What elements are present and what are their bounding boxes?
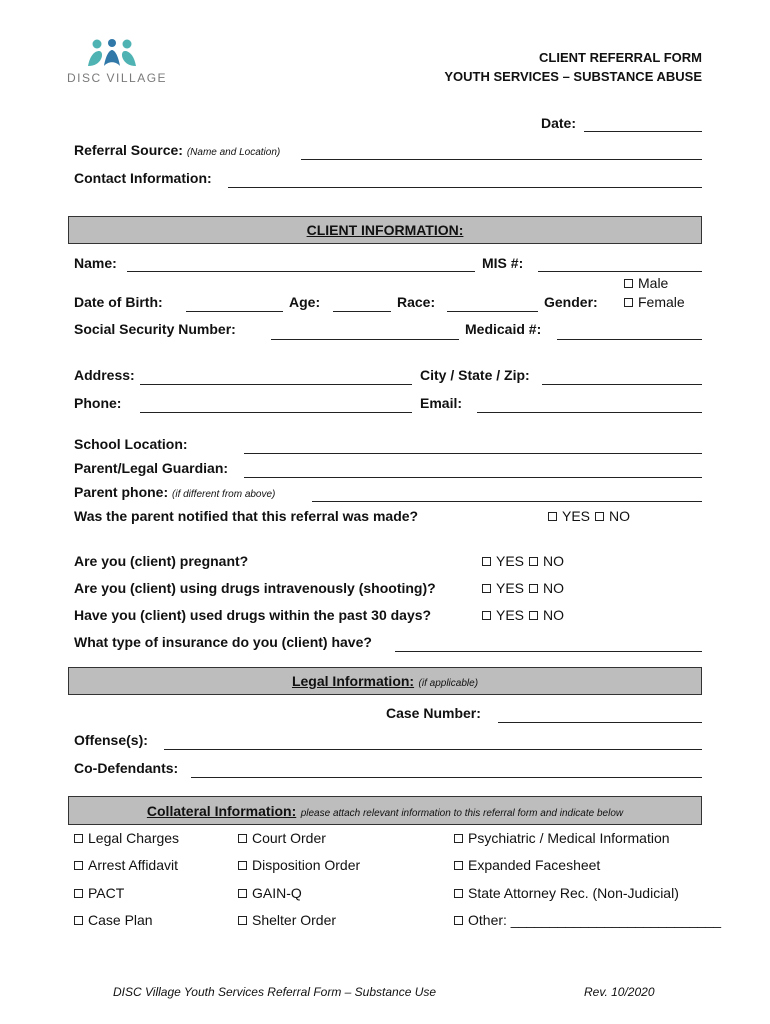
checkbox[interactable] — [454, 834, 463, 843]
pregnant-no[interactable]: NO — [529, 553, 564, 569]
guardian-field[interactable] — [244, 477, 702, 478]
collateral-gain-q[interactable]: GAIN-Q — [238, 885, 302, 901]
offenses-field[interactable] — [164, 749, 702, 750]
address-field[interactable] — [140, 384, 412, 385]
collateral-psychiatric-medical[interactable]: Psychiatric / Medical Information — [454, 830, 670, 846]
address-label: Address: — [74, 367, 135, 383]
referral-source-field[interactable] — [301, 159, 702, 160]
pregnant-yes[interactable]: YES — [482, 553, 524, 569]
phone-field[interactable] — [140, 412, 412, 413]
past-30-days-yes[interactable]: YES — [482, 607, 524, 623]
checkbox[interactable] — [454, 916, 463, 925]
footer-form-name: DISC Village Youth Services Referral Form – Substance Use — [113, 985, 437, 999]
checkbox[interactable] — [74, 861, 83, 870]
medicaid-field[interactable] — [557, 339, 702, 340]
iv-drug-question: Are you (client) using drugs intravenously (shooting)? — [74, 580, 436, 596]
checkbox[interactable] — [74, 889, 83, 898]
checkbox[interactable] — [529, 611, 538, 620]
checkbox[interactable] — [454, 889, 463, 898]
age-label: Age: — [289, 294, 321, 310]
city-state-zip-label: City / State / Zip: — [420, 367, 530, 383]
checkbox[interactable] — [529, 584, 538, 593]
checkbox[interactable] — [454, 861, 463, 870]
medicaid-label: Medicaid #: — [465, 321, 542, 337]
collateral-info-note: please attach relevant information to this referral form and indicate below — [300, 808, 624, 819]
checkbox[interactable] — [482, 611, 491, 620]
checkbox[interactable] — [238, 861, 247, 870]
collateral-case-plan[interactable]: Case Plan — [74, 912, 153, 928]
checkbox[interactable] — [238, 834, 247, 843]
collateral-court-order[interactable]: Court Order — [238, 830, 326, 846]
dob-label: Date of Birth: — [74, 294, 163, 310]
footer-revision: Rev. 10/2020 — [584, 985, 655, 999]
collateral-disposition-order[interactable]: Disposition Order — [238, 857, 360, 873]
offenses-label: Offense(s): — [74, 732, 148, 748]
gender-male-option[interactable]: Male — [624, 275, 668, 291]
male-checkbox[interactable] — [624, 279, 633, 288]
referral-source-label: Referral Source: (Name and Location) — [74, 142, 281, 158]
checkbox[interactable] — [482, 584, 491, 593]
insurance-field[interactable] — [395, 651, 702, 652]
collateral-other[interactable]: Other: ___________________________ — [454, 912, 721, 928]
guardian-label: Parent/Legal Guardian: — [74, 460, 229, 476]
collateral-pact[interactable]: PACT — [74, 885, 124, 901]
mis-label: MIS #: — [482, 255, 524, 271]
referral-source-note: (Name and Location) — [186, 147, 281, 158]
dob-field[interactable] — [186, 311, 283, 312]
form-title: CLIENT REFERRAL FORM — [539, 50, 702, 65]
past-30-days-question: Have you (client) used drugs within the past 30 days? — [74, 607, 432, 623]
parent-phone-note: (if different from above) — [172, 489, 276, 500]
checkbox[interactable] — [548, 512, 557, 521]
parent-notified-no[interactable]: NO — [595, 508, 630, 524]
form-subtitle: YOUTH SERVICES – SUBSTANCE ABUSE — [444, 69, 702, 84]
female-checkbox[interactable] — [624, 298, 633, 307]
insurance-question: What type of insurance do you (client) have? — [74, 634, 372, 650]
client-info-header — [68, 216, 702, 244]
checkbox[interactable] — [74, 834, 83, 843]
race-label: Race: — [397, 294, 436, 310]
people-logo-icon — [84, 38, 140, 70]
date-label: Date: — [541, 115, 577, 131]
collateral-expanded-facesheet[interactable]: Expanded Facesheet — [454, 857, 600, 873]
past-30-days-no[interactable]: NO — [529, 607, 564, 623]
co-defendants-field[interactable] — [191, 777, 702, 778]
checkbox[interactable] — [595, 512, 604, 521]
legal-info-note: (if applicable) — [418, 678, 479, 689]
case-number-field[interactable] — [498, 722, 702, 723]
school-location-field[interactable] — [244, 453, 702, 454]
legal-info-title: Legal Information: — [291, 673, 415, 689]
collateral-legal-charges[interactable]: Legal Charges — [74, 830, 179, 846]
parent-phone-label: Parent phone: (if different from above) — [74, 484, 276, 500]
contact-info-field[interactable] — [228, 187, 702, 188]
email-field[interactable] — [477, 412, 702, 413]
collateral-info-title: Collateral Information: — [146, 803, 297, 819]
parent-notified-yes[interactable]: YES — [548, 508, 590, 524]
co-defendants-label: Co-Defendants: — [74, 760, 179, 776]
contact-info-label: Contact Information: — [74, 170, 212, 186]
collateral-info-header — [68, 796, 702, 825]
iv-drug-yes[interactable]: YES — [482, 580, 524, 596]
collateral-state-attorney-rec[interactable]: State Attorney Rec. (Non-Judicial) — [454, 885, 679, 901]
name-field[interactable] — [127, 271, 475, 272]
phone-label: Phone: — [74, 395, 122, 411]
checkbox[interactable] — [74, 916, 83, 925]
race-field[interactable] — [447, 311, 538, 312]
school-location-label: School Location: — [74, 436, 188, 452]
collateral-shelter-order[interactable]: Shelter Order — [238, 912, 336, 928]
legal-info-header — [68, 667, 702, 695]
logo-text: DISC VILLAGE — [67, 71, 168, 85]
collateral-arrest-affidavit[interactable]: Arrest Affidavit — [74, 857, 178, 873]
name-label: Name: — [74, 255, 117, 271]
checkbox[interactable] — [482, 557, 491, 566]
ssn-field[interactable] — [271, 339, 459, 340]
email-label: Email: — [420, 395, 463, 411]
city-state-zip-field[interactable] — [542, 384, 702, 385]
checkbox[interactable] — [238, 916, 247, 925]
checkbox[interactable] — [238, 889, 247, 898]
gender-label: Gender: — [544, 294, 598, 310]
iv-drug-no[interactable]: NO — [529, 580, 564, 596]
parent-notified-question: Was the parent notified that this referral was made? — [74, 508, 419, 524]
ssn-label: Social Security Number: — [74, 321, 236, 337]
age-field[interactable] — [333, 311, 391, 312]
mis-field[interactable] — [538, 271, 702, 272]
pregnant-question: Are you (client) pregnant? — [74, 553, 249, 569]
date-field[interactable] — [584, 131, 702, 132]
checkbox[interactable] — [529, 557, 538, 566]
client-info-title: CLIENT INFORMATION: — [306, 222, 464, 238]
gender-female-option[interactable]: Female — [624, 294, 685, 310]
case-number-label: Case Number: — [386, 705, 481, 721]
parent-phone-field[interactable] — [312, 501, 702, 502]
